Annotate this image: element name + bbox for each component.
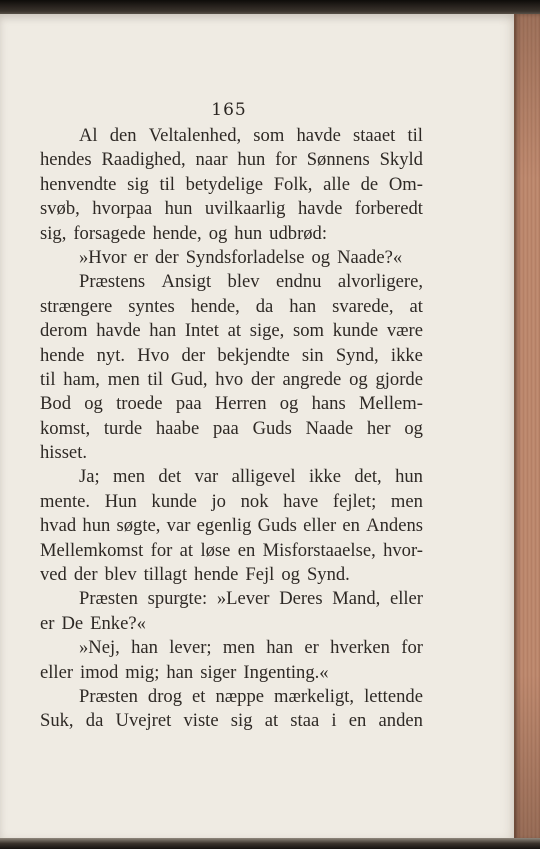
word: strængere (40, 295, 113, 317)
text-line (40, 197, 423, 221)
word: ikke (308, 466, 341, 488)
text-line (40, 709, 423, 733)
word: men (107, 368, 140, 390)
word: Gud, (170, 368, 208, 390)
word: betydelige (185, 173, 264, 195)
word: hun (234, 222, 263, 244)
word: Om- (388, 173, 423, 195)
word: tillagt (143, 564, 188, 586)
word: er (133, 246, 148, 268)
word: Præstens (79, 271, 146, 293)
word: det, (354, 466, 382, 488)
word: til (147, 368, 164, 390)
word: turde (103, 417, 143, 439)
word: men (390, 490, 423, 512)
word: han (131, 637, 158, 659)
word: paa (175, 393, 202, 415)
word: hendes (40, 149, 92, 171)
word: De (61, 612, 84, 634)
word: mærkeligt, (274, 685, 355, 707)
word: som (293, 320, 325, 342)
word: sig (127, 173, 149, 195)
word: hvo (215, 368, 244, 390)
word: han (289, 295, 317, 317)
word: Sønnens (306, 149, 370, 171)
text-line (40, 587, 423, 611)
word: forberedt (354, 198, 423, 220)
text-line (40, 417, 423, 441)
text-line (40, 246, 423, 270)
word: Enke?« (90, 612, 146, 634)
word: angrede (282, 368, 342, 390)
word: men (113, 466, 146, 488)
word: Ja; (79, 466, 100, 488)
word: Ingenting.« (243, 661, 329, 683)
word: hisset. (40, 442, 88, 464)
word: Skyld (379, 149, 423, 171)
word: Al (79, 125, 98, 146)
text-line (40, 441, 423, 465)
word: han (149, 320, 177, 342)
word: endnu (275, 271, 322, 293)
word: Andens (366, 515, 423, 537)
word: Ansigt (161, 271, 212, 293)
word: til (407, 125, 423, 146)
text-line (40, 295, 423, 319)
word: Naade (305, 417, 354, 439)
page-number: 165 (211, 100, 247, 120)
word: fejlet; (332, 490, 377, 512)
word: Guds (257, 515, 297, 537)
text-line (40, 514, 423, 538)
word: viste (183, 710, 219, 732)
word: Fejl (245, 564, 275, 586)
word: eller (389, 588, 423, 610)
word: hun (395, 466, 423, 488)
word: alligevel (231, 466, 296, 488)
word: søgte, (116, 515, 161, 537)
word: Præsten (79, 685, 138, 707)
word: ham, (63, 368, 100, 390)
word: Uvejret (115, 710, 172, 732)
word: og (349, 368, 368, 390)
word: blev (104, 564, 137, 586)
word: hende, (190, 295, 240, 317)
word: imod (80, 661, 119, 683)
word: Veltalenhed, (148, 125, 242, 146)
word: hun (164, 198, 193, 220)
word: Raadighed, (101, 149, 186, 171)
word: en (348, 710, 367, 732)
word: et (192, 685, 206, 707)
word: sig, (40, 222, 67, 244)
word: Deres (279, 588, 323, 610)
word: og (279, 393, 299, 415)
word: men (222, 637, 255, 659)
word: hende (194, 564, 239, 586)
text-line (40, 368, 423, 392)
word: i (331, 710, 337, 732)
text-line (40, 465, 423, 489)
word: og (281, 564, 300, 586)
word: lettende (364, 685, 423, 707)
text-line (40, 392, 423, 416)
word: og (208, 222, 228, 244)
word: »Lever (216, 588, 270, 610)
page-block-edges (514, 14, 540, 840)
word: mig; (125, 661, 160, 683)
word: havde (297, 198, 343, 220)
word: Misforstaaelse, (262, 539, 376, 561)
word: være (386, 320, 423, 342)
word: at (179, 539, 194, 561)
word: spurgte: (147, 588, 208, 610)
word: Hvo (137, 344, 170, 366)
word: komst, (40, 417, 91, 439)
word: ikke (390, 344, 423, 366)
word: er (304, 637, 319, 659)
word: svarede, (332, 295, 394, 317)
word: og (311, 246, 331, 268)
word: Synd, (335, 344, 379, 366)
text-line (40, 173, 423, 197)
word: for (275, 149, 297, 171)
word: alle (323, 173, 350, 195)
word: siger (200, 661, 237, 683)
scan-bottom-edge (0, 838, 540, 849)
word: alvorligere, (337, 271, 423, 293)
word: forsagede (73, 222, 146, 244)
word: de (360, 173, 379, 195)
word: hende, (152, 222, 202, 244)
word: Suk, (40, 710, 74, 732)
word: der (181, 344, 206, 366)
word: det (158, 466, 182, 488)
word: Intet (184, 320, 219, 342)
word: udbrød: (269, 222, 328, 244)
word: der (73, 564, 98, 586)
text-line (40, 490, 423, 514)
word: havde (296, 125, 341, 146)
word: uvilkaarlig (204, 198, 286, 220)
word: naar (195, 149, 228, 171)
word: paa (212, 417, 239, 439)
word: ved (40, 564, 67, 586)
word: sig (230, 710, 253, 732)
word: hun (237, 149, 266, 171)
word: derom (40, 320, 88, 342)
text-line (40, 661, 423, 685)
text-line (40, 539, 423, 563)
word: mente. (40, 490, 91, 512)
word: jo (211, 490, 226, 512)
word: en (237, 539, 256, 561)
word: og (84, 393, 103, 415)
word: hverken (330, 637, 390, 659)
text-line (40, 612, 423, 636)
word: staa (290, 710, 320, 732)
word: eller (303, 515, 337, 537)
text-line (40, 563, 423, 587)
word: Mellem- (358, 393, 423, 415)
word: Præsten (79, 588, 138, 610)
word: at (409, 295, 423, 317)
word: Naade?« (337, 246, 403, 268)
word: nok (240, 490, 269, 512)
word: Bod (40, 393, 71, 415)
word: han (266, 637, 294, 659)
word: havde (96, 320, 141, 342)
word: nyt. (96, 344, 126, 366)
word: næppe (215, 685, 264, 707)
word: henvendte (40, 173, 117, 195)
word: drog (147, 685, 182, 707)
word: Guds (252, 417, 292, 439)
word: for (150, 539, 173, 561)
word: hvad (40, 515, 77, 537)
word: troede (116, 393, 163, 415)
word: blev (227, 271, 260, 293)
word: da (85, 710, 104, 732)
word: hende (40, 344, 85, 366)
word: og (404, 417, 423, 439)
text-line (40, 222, 423, 246)
word: lever; (169, 637, 212, 659)
word: den (109, 125, 137, 146)
word: at (227, 320, 242, 342)
text-line (40, 148, 423, 172)
word: »Nej, (79, 637, 120, 659)
word: hvor- (383, 539, 423, 561)
word: staaet (352, 125, 396, 146)
word: hvorpaa (92, 198, 153, 220)
word: til (40, 368, 56, 390)
word: Hun (104, 490, 137, 512)
word: haabe (155, 417, 200, 439)
word: da (255, 295, 274, 317)
word: Herren (214, 393, 267, 415)
word: var (166, 515, 191, 537)
word: gjorde (375, 368, 423, 390)
word: der (250, 368, 275, 390)
word: løse (200, 539, 231, 561)
word: have (283, 490, 319, 512)
word: Mellemkomst (40, 539, 144, 561)
word: kunde (332, 320, 379, 342)
word: at (264, 710, 279, 732)
body-text (40, 124, 423, 734)
text-line (40, 124, 423, 148)
word: en (342, 515, 360, 537)
word: anden (378, 710, 423, 732)
word: var (194, 466, 219, 488)
word: syntes (128, 295, 175, 317)
word: Folk, (273, 173, 313, 195)
word: egenlig (196, 515, 252, 537)
word: sige, (249, 320, 285, 342)
word: han (166, 661, 194, 683)
text-line (40, 319, 423, 343)
word: hun (82, 515, 111, 537)
word: »Hvor (79, 246, 127, 268)
word: der (154, 246, 179, 268)
word: bekjendte (217, 344, 290, 366)
text-line (40, 270, 423, 294)
word: til (159, 173, 175, 195)
word: sin (301, 344, 324, 366)
word: her (366, 417, 391, 439)
word: eller (40, 661, 74, 683)
word: Mand, (332, 588, 381, 610)
text-line (40, 636, 423, 660)
word: Synd. (306, 564, 350, 586)
word: kunde (151, 490, 197, 512)
word: er (40, 612, 55, 634)
word: Syndsforladelse (185, 246, 305, 268)
word: hans (311, 393, 346, 415)
text-line (40, 344, 423, 368)
word: svøb, (40, 198, 80, 220)
word: som (253, 125, 285, 146)
text-line (40, 685, 423, 709)
word: for (401, 637, 423, 659)
